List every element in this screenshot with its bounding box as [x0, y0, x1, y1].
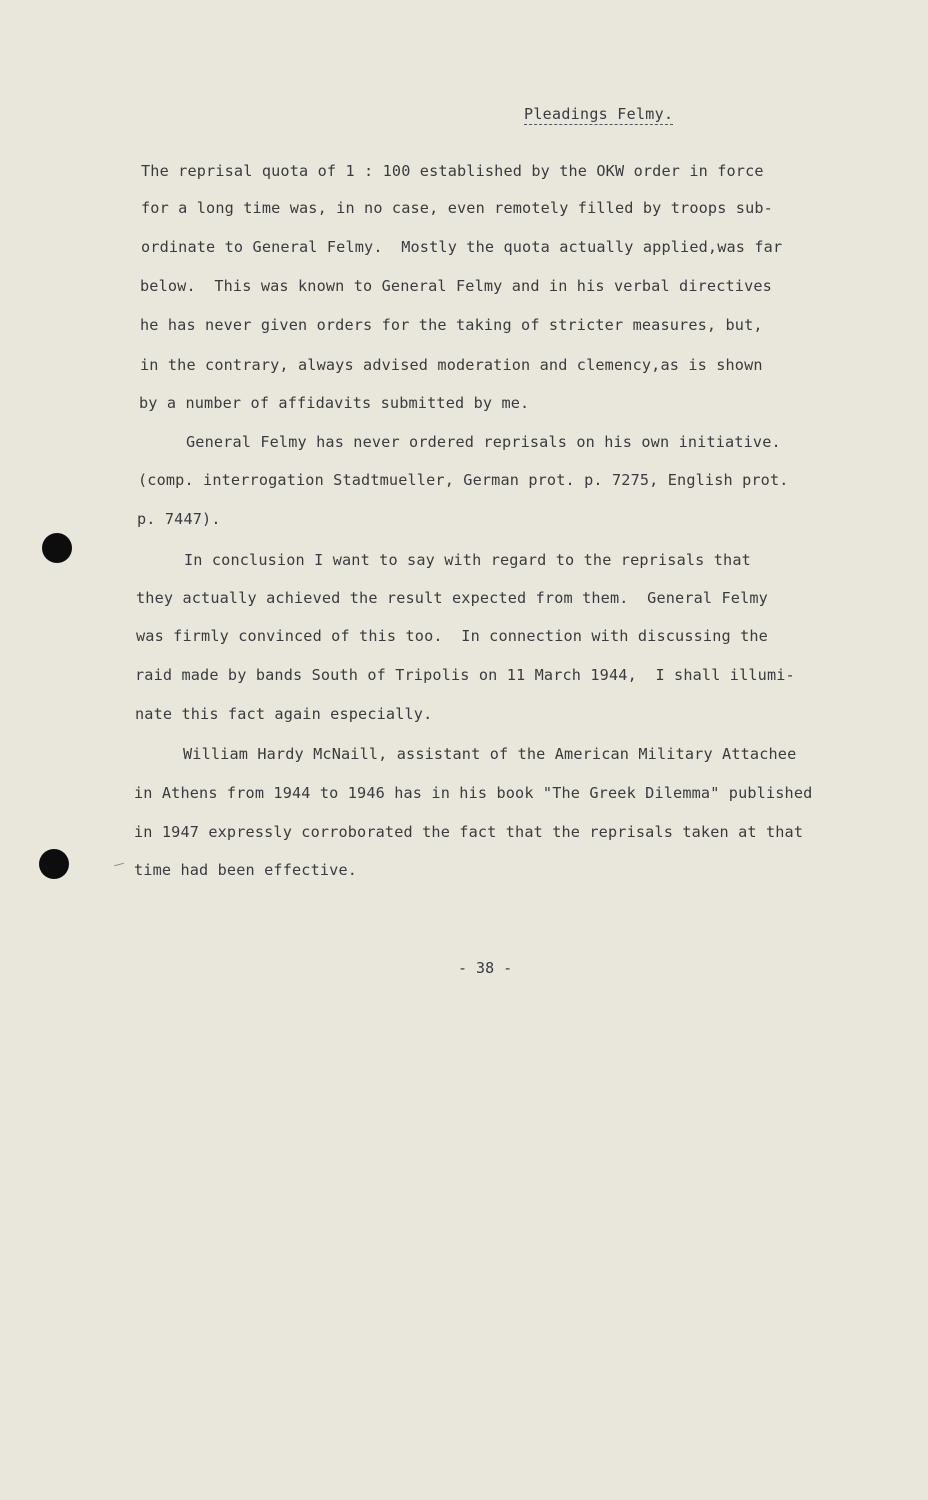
- paragraph-3-line-4: raid made by bands South of Tripolis on 11 March 1944, I shall illumi-: [135, 666, 795, 684]
- paragraph-1-line-1: The reprisal quota of 1 : 100 established by the OKW order in force: [141, 162, 764, 180]
- page-number: - 38 -: [458, 959, 513, 977]
- punch-hole-bottom: [39, 849, 69, 879]
- pencil-mark: [114, 863, 124, 867]
- paragraph-2-line-3: p. 7447).: [137, 510, 221, 528]
- paragraph-3-line-5: nate this fact again especially.: [135, 705, 433, 723]
- paragraph-1-line-5: he has never given orders for the taking of stricter measures, but,: [140, 316, 763, 334]
- punch-hole-top: [42, 533, 72, 563]
- paragraph-1-line-7: by a number of affidavits submitted by me.: [139, 394, 530, 412]
- paragraph-3-line-2: they actually achieved the result expected from them. General Felmy: [136, 589, 768, 607]
- paragraph-2-line-2: (comp. interrogation Stadtmueller, German prot. p. 7275, English prot.: [138, 471, 789, 489]
- paragraph-4-line-1: William Hardy McNaill, assistant of the American Military Attachee: [183, 745, 797, 763]
- paragraph-4-line-3: in 1947 expressly corroborated the fact that the reprisals taken at that: [134, 823, 804, 841]
- paragraph-1-line-3: ordinate to General Felmy. Mostly the quota actually applied,was far: [141, 238, 783, 256]
- document-heading: Pleadings Felmy.: [524, 105, 674, 123]
- paragraph-1-line-4: below. This was known to General Felmy and in his verbal directives: [140, 277, 772, 295]
- paragraph-4-line-4: time had been effective.: [134, 861, 358, 879]
- paragraph-3-line-3: was firmly convinced of this too. In connection with discussing the: [136, 627, 768, 645]
- paragraph-2-line-1: General Felmy has never ordered reprisals on his own initiative.: [186, 433, 781, 451]
- paragraph-3-line-1: In conclusion I want to say with regard to the reprisals that: [184, 551, 751, 569]
- paragraph-1-line-6: in the contrary, always advised moderation and clemency,as is shown: [140, 356, 763, 374]
- paragraph-4-line-2: in Athens from 1944 to 1946 has in his book "The Greek Dilemma" published: [134, 784, 813, 802]
- paragraph-1-line-2: for a long time was, in no case, even remotely filled by troops sub-: [141, 199, 773, 217]
